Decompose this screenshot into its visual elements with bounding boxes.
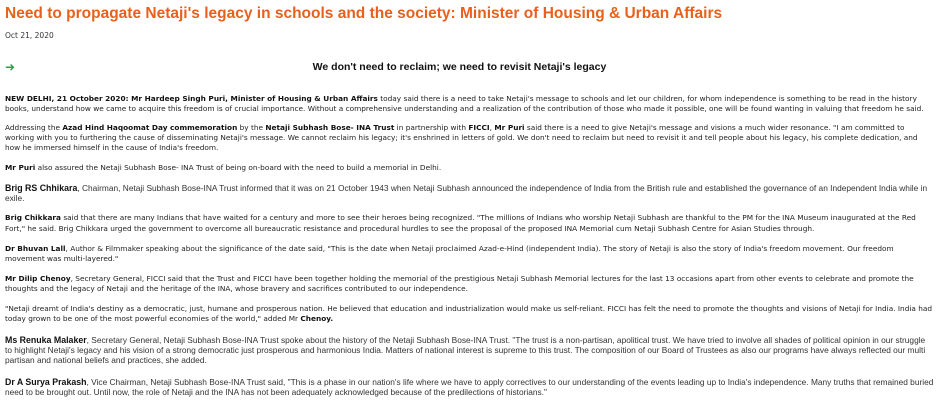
- paragraph-text: , Vice Chairman, Netaji Subhash Bose-INA Trust said, "This is a phase in our nation's life where we have to apply correctives to our understanding of the events leading up to India's independence. Many truths that remained buried need to be brought out. Until now, the role of Netaji and the INA has not been adequately acknowledged because of the predilections of historians.": [5, 376, 934, 397]
- paragraph-1: [5, 94, 934, 115]
- paragraph-lead: Ms Renuka Malaker: [5, 334, 87, 345]
- article-subheading: We don't need to reclaim; we need to revisit Netaji's legacy: [312, 61, 607, 73]
- paragraph-tail: Chenoy.: [300, 314, 334, 324]
- paragraph-text: , Author & Filmmaker speaking about the significance of the date said, "This is the date when Netaji proclaimed Azad-e-Hind (independent India). The story of Netaji is also the story of India's freedom movement. Our freedom movement was multi-layered.": [5, 243, 894, 264]
- paragraph-9: [5, 335, 934, 366]
- paragraph-lead: Mr Puri: [5, 163, 36, 173]
- paragraph-text: "Netaji dreamt of India's destiny as a democratic, just, humane and prosperous nation. He believed that education and industrialization would make us self-reliant. FICCI has felt the need to promote the thoughts and visions of Netaji for India. India had today grown to be one of the most powerful economies of the world," added Mr: [5, 304, 933, 324]
- paragraph-text: said there is a need to give Netaji's message and visions a much wider resonance. "I am committed to working with you to furthering the cause of disseminating Netaji's message. We cannot reclaim his legacy; it's enshrined in letters of gold. We don't need to reclaim but need to revisit it and tell people about his legacy, his complete dedication, and how he immersed himself in the cause of India's freedom.: [5, 122, 918, 153]
- right-arrow-icon: ➜: [5, 60, 16, 74]
- paragraph-lead: Brig Chikkara: [5, 213, 61, 223]
- paragraph-lead: Mr Dilip Chenoy: [5, 273, 71, 283]
- paragraph-8: [5, 304, 934, 325]
- paragraph-text: also assured the Netaji Subhash Bose- INA Trust of being on-board with the need to build a memorial in Delhi.: [35, 163, 442, 173]
- paragraph-2: [5, 123, 934, 154]
- paragraph-text: , Secretary General, Netaji Subhash Bose-INA Trust spoke about the history of the Netaji Subhash Bose-INA Trust. "The trust is a non-partisan, apolitical trust. We have tried to involve all shades of political opinion in our struggle to highlight Netaji's legacy and his vision of a strong democratic just prosperous and harmonious India. Matters of national interest is supreme to this trust. The composition of our Board of Trustees as also our programs have always reflected our multi partisan and national beliefs and practices, she added.: [5, 334, 926, 366]
- partner-name: FICCI: [468, 122, 490, 132]
- paragraph-lead: Brig RS Chhikara: [5, 182, 78, 193]
- paragraph-text: in partnership with: [394, 122, 469, 132]
- paragraph-text: by the: [237, 122, 266, 132]
- paragraph-5: [5, 213, 934, 234]
- paragraph-3: [5, 163, 934, 173]
- paragraph-7: [5, 274, 934, 295]
- paragraph-text: , Chairman, Netaji Subhash Bose-INA Trust informed that it was on 21 October 1943 when Netaji Subhash announced the independence of India from the British rule and established the governance of an Independent India while in exile.: [5, 182, 928, 204]
- paragraph-6: [5, 244, 934, 265]
- trust-name: Netaji Subhash Bose- INA Trust: [265, 122, 395, 132]
- paragraph-lead: Dr A Surya Prakash: [5, 376, 87, 387]
- paragraph-10: [5, 377, 934, 398]
- paragraph-lead: Dr Bhuvan Lall: [5, 243, 66, 253]
- article-title: Need to propagate Netaji's legacy in schools and the society: Minister of Housing & Urban Affairs: [5, 5, 723, 22]
- article-date: Oct 21, 2020: [5, 31, 54, 40]
- paragraph-text: today said there is a need to take Netaji's message to schools and let our children, for whom independence is something to be read in the history books, understand how we came to acquire this freedom is of crucial importance. Without a comprehensive understanding and a realization of the contribution of those who made it possible, one will be found wanting in valuing that freedom he said.: [5, 94, 924, 114]
- paragraph-text: ,: [489, 122, 495, 132]
- paragraph-4: [5, 183, 934, 204]
- speaker-name: Mr Puri: [494, 122, 525, 132]
- subheading-row: [5, 60, 934, 74]
- paragraph-lead: NEW DELHI, 21 October 2020: Mr Hardeep Singh Puri, Minister of Housing & Urban Affairs: [5, 94, 378, 103]
- event-name: Azad Hind Haqoomat Day commemoration: [62, 122, 238, 132]
- paragraph-text: , Secretary General, FICCI said that the Trust and FICCI have been together holding the memorial of the prestigious Netaji Subhash Memorial lectures for the last 13 occasions apart from other events to celebrate and promote the thoughts and the legacy of Netaji and the heritage of the INA, whose bravery and sacrifices contributed to our independence.: [5, 273, 914, 293]
- paragraph-text: said that there are many Indians that have waited for a century and more to see their heroes being recognized. "The millions of Indians who worship Netaji Subhash are thankful to the PM for the INA Museum inaugurated at the Red Fort," he said. Brig Chikkara urged the government to overcome all bureaucratic resistance and procedural hurdles to see the proposal of the proposed INA Memorial cum Netaji Subhash Centre for Asian Studies through.: [5, 213, 916, 233]
- paragraph-text: Addressing the: [5, 122, 63, 132]
